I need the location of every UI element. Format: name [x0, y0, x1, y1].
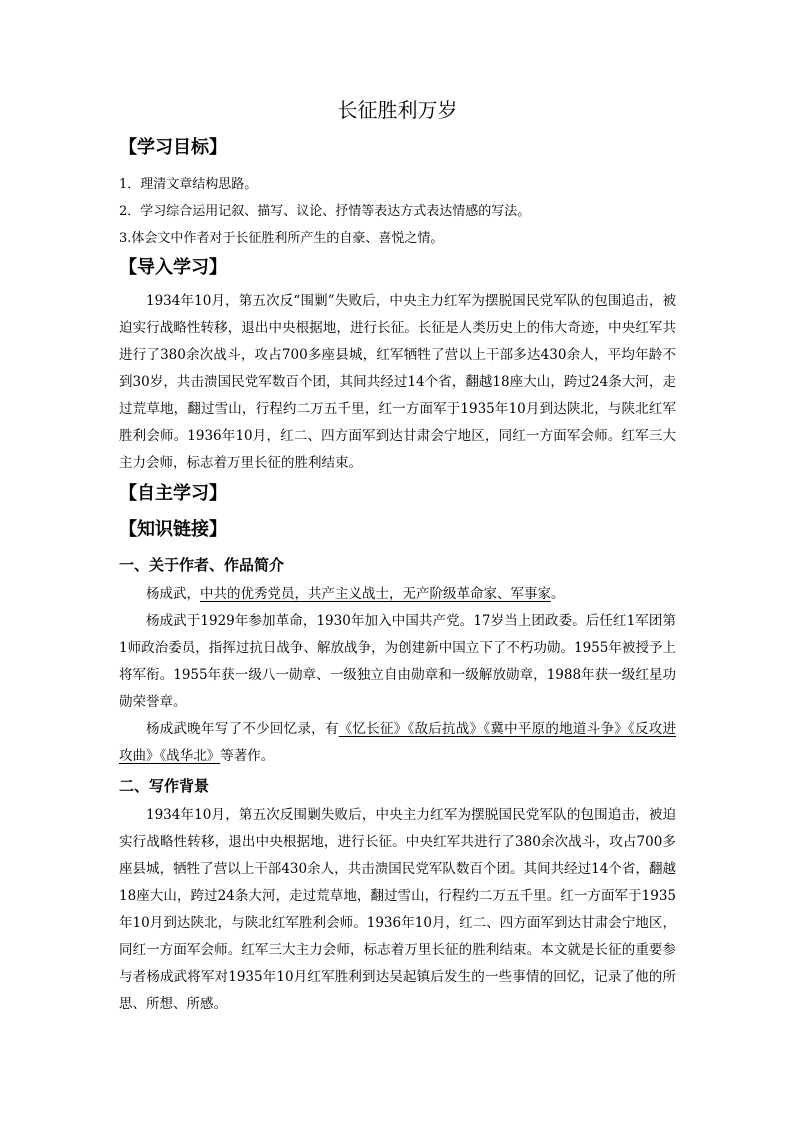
objective-item-2: 2．学习综合运用记叙、描写、议论、抒情等表达方式表达情感的写法。 [119, 204, 531, 219]
author-paragraph-2: 杨成武于1929年参加革命，1930年加入中国共产党。17岁当上团政委。后任红1军团第1师政治委员，指挥过抗日战争、解放战争，为创建新中国立下了不朽功勋。1955年被授予上将军衔。1955年获一级八一勋章、一级独立自由勋章和一级解放勋章，1988年获一级红星功勋荣誉章。 [119, 613, 676, 710]
memoirs-end: 等著作。 [220, 748, 275, 764]
background-paragraph: 1934年10月，第五次反围剿失败后，中央主力红军为摆脱国民党军队的包围追击，被迫实行战略性转移，退出中央根据地，进行长征。中央红军共进行了380余次战斗，攻占700多座县城，牺牲了营以上干部430余人，共击溃国民党军队数百个团。其间共经过14个省，翻越18座大山，跨过24条大河，走过荒草地，翻过雪山，行程约二万五千里。红一方面军于1935年10月到达陕北，与陕北红军胜利会师。1936年10月，红二、四方面军到达甘肃会宁地区，同红一方面军会师。红军三大主力会师，标志着万里长征的胜利结束。本文就是长征的重要参与者杨成武将军对1935年10月红军胜利到达吴起镇后发生的一些事情的回忆，记录了他的所思、所想、所感。 [119, 807, 676, 1012]
author-title-underlined: 中共的优秀党员，共产主义战士，无产阶级革命家、军事家 [200, 586, 551, 602]
objective-item-3: 3.体会文中作者对于长征胜利所产生的自豪、喜悦之情。 [119, 231, 444, 246]
heading-self-study: 【自主学习】 [119, 483, 227, 504]
subheading-background: 二、写作背景 [119, 777, 210, 795]
author-name: 杨成武， [146, 586, 200, 602]
author-p1-end: 。 [551, 586, 565, 602]
document-title: 长征胜利万岁 [337, 98, 458, 122]
subheading-author: 一、关于作者、作品简介 [119, 556, 285, 574]
author-paragraph-1 [119, 581, 676, 608]
memoirs-intro: 杨成武晚年写了不少回忆录，有 [146, 721, 339, 737]
intro-paragraph: 1934年10月，第五次反“围剿”失败后，中央主力红军为摆脱国民党军队的包围追击，被迫实行战略性转移，退出中央根据地，进行长征。长征是人类历史上的伟大奇迹，中央红军共进行了380余次战斗，攻占700多座县城，红军牺牲了营以上干部多达430余人，平均年龄不到30岁，共击溃国民党军数百个团，其间共经过14个省，翻越18座大山，跨过24条大河，走过荒草地，翻过雪山，行程约二万五千里，红一方面军于1935年10月到达陕北，与陕北红军胜利会师。1936年10月，红二、四方面军到达甘肃会宁地区，同红一方面军会师。红军三大主力会师，标志着万里长征的胜利结束。 [119, 293, 676, 471]
memoirs-list-underlined: 《忆长征》《敌后抗战》《冀中平原的地道斗争》《反攻进攻曲》《战华北》 [119, 721, 677, 764]
author-paragraph-3 [119, 716, 676, 770]
heading-intro: 【导入学习】 [119, 257, 227, 278]
heading-knowledge: 【知识链接】 [119, 519, 227, 540]
objective-item-1: 1．理清文章结构思路。 [119, 177, 258, 192]
heading-objectives: 【学习目标】 [119, 137, 227, 158]
